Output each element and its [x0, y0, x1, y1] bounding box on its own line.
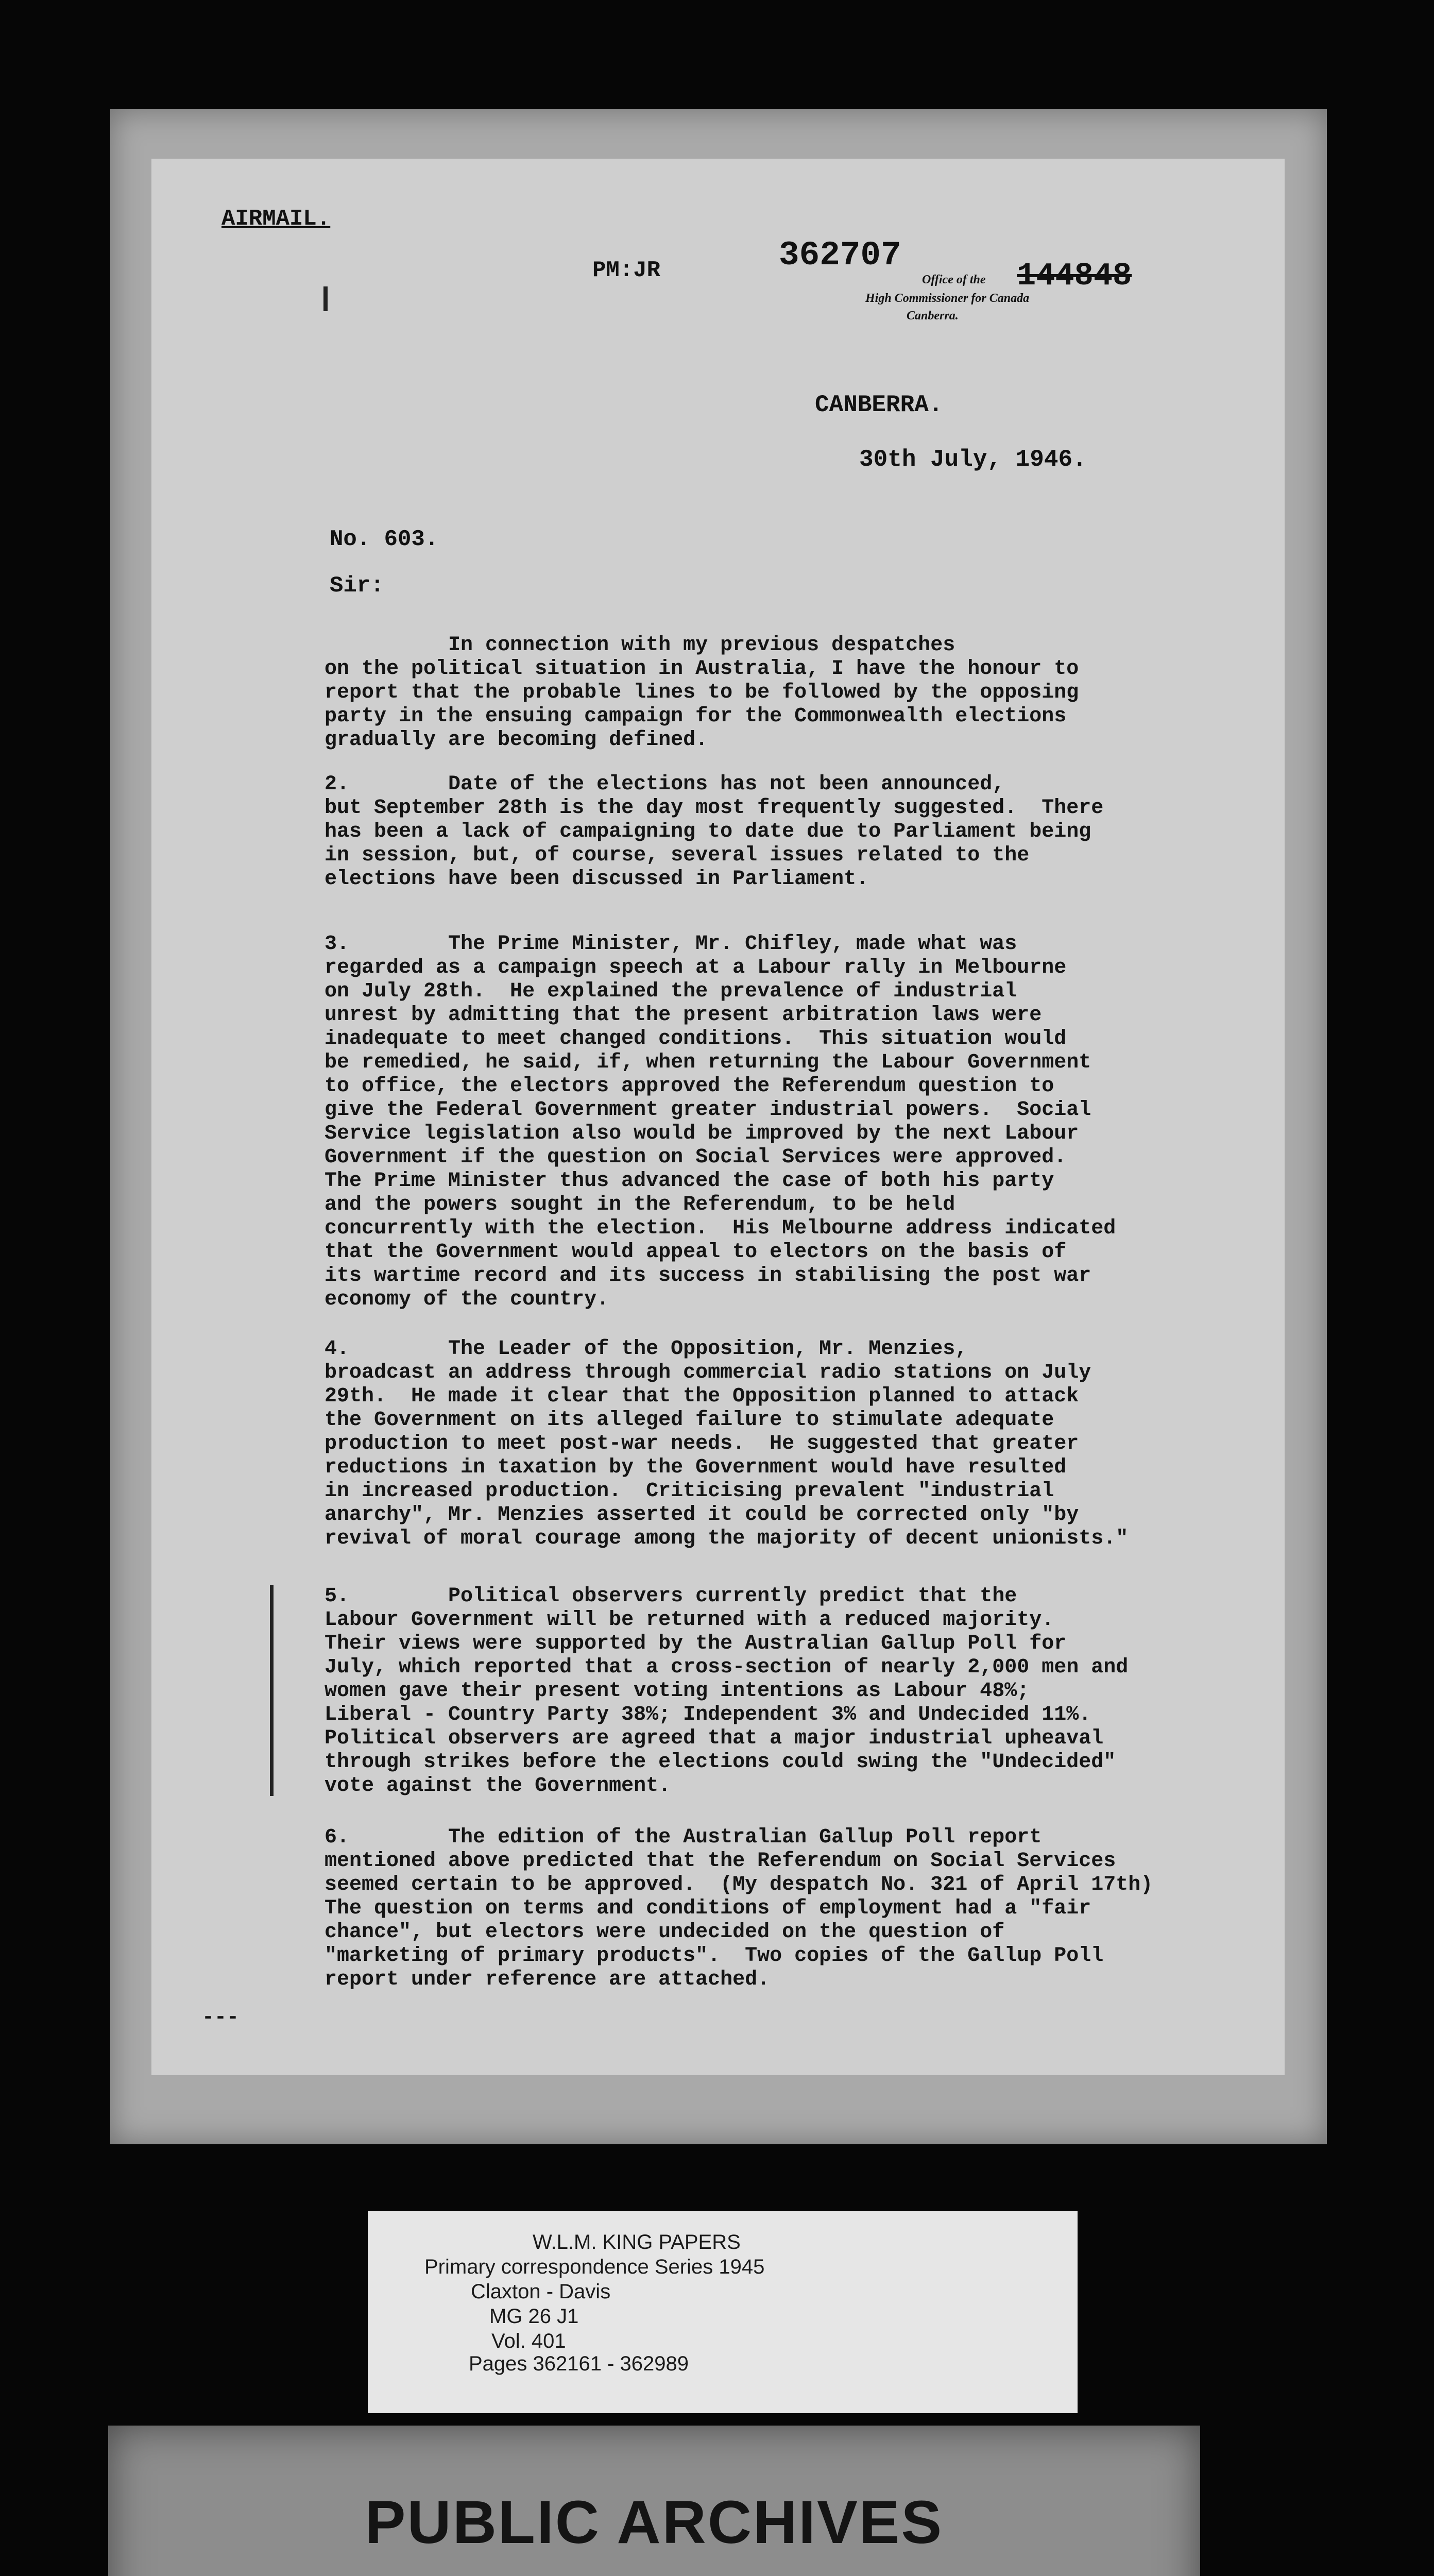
paragraph-line: 2. Date of the elections has not been announced,: [325, 773, 1005, 796]
paragraph-line: July, which reported that a cross-section of nearly 2,000 men and: [325, 1656, 1129, 1679]
archive-card-line-1: PUBLIC ARCHIVES: [365, 2488, 944, 2556]
airmail-heading: AIRMAIL.: [221, 206, 331, 232]
paragraph-line: inadequate to meet changed conditions. This situation would: [325, 1027, 1067, 1050]
archive-card: [108, 2426, 1200, 2576]
paragraph-line: and the powers sought in the Referendum, to be held: [325, 1193, 955, 1216]
paragraph-line: 6. The edition of the Australian Gallup Poll report: [325, 1826, 1042, 1849]
paragraph-line: In connection with my previous despatches: [325, 634, 955, 657]
paragraph-5: [325, 1585, 1128, 1798]
salutation: Sir:: [330, 573, 384, 599]
paragraph-line: "marketing of primary products". Two copies of the Gallup Poll: [325, 1944, 1104, 1968]
margin-tick: [323, 286, 328, 311]
paragraph-line: elections have been discussed in Parliament.: [325, 868, 869, 891]
label-range: Claxton - Davis: [471, 2280, 611, 2303]
label-series: Primary correspondence Series 1945: [424, 2256, 765, 2278]
margin-mark: ---: [202, 2006, 240, 2029]
paragraph-line: Government if the question on Social Services were approved.: [325, 1146, 1067, 1169]
paragraph-line: 5. Political observers currently predict that the: [325, 1585, 1017, 1608]
office-stamp-line-3: Canberra.: [907, 309, 959, 323]
paragraph-line: in increased production. Criticising prevalent "industrial: [325, 1480, 1054, 1503]
paragraph-line: Service legislation also would be improved by the next Labour: [325, 1122, 1079, 1145]
paragraph-line: The question on terms and conditions of employment had a "fair: [325, 1897, 1091, 1920]
paragraph-line: vote against the Government.: [325, 1774, 671, 1798]
paragraph-line: party in the ensuing campaign for the Commonwealth elections: [325, 705, 1067, 728]
paragraph-3: [325, 933, 1116, 1312]
paragraph-line: to office, the electors approved the Referendum question to: [325, 1075, 1054, 1098]
paragraph-1: [325, 634, 1079, 752]
paragraph-line: 4. The Leader of the Opposition, Mr. Menzies,: [325, 1337, 968, 1361]
paragraph-line: regarded as a campaign speech at a Labour rally in Melbourne: [325, 956, 1067, 979]
paragraph-line: Their views were supported by the Australian Gallup Poll for: [325, 1632, 1067, 1655]
office-stamp-line-2: High Commissioner for Canada: [865, 292, 1030, 305]
paragraph-line: Labour Government will be returned with a reduced majority.: [325, 1608, 1054, 1632]
paragraph-line: mentioned above predicted that the Referendum on Social Services: [325, 1850, 1116, 1873]
paragraph-line: report that the probable lines to be followed by the opposing: [325, 681, 1079, 704]
paragraph-line: on July 28th. He explained the prevalence of industrial: [325, 980, 1017, 1003]
reference-initials: PM:JR: [592, 258, 661, 283]
label-volume: Vol. 401: [491, 2330, 566, 2352]
paragraph-line: has been a lack of campaigning to date due to Parliament being: [325, 820, 1091, 843]
paragraph-4: [325, 1337, 1128, 1551]
paragraph-line: gradually are becoming defined.: [325, 728, 708, 752]
paragraph-line: seemed certain to be approved. (My despatch No. 321 of April 17th): [325, 1873, 1153, 1896]
paragraph-line: but September 28th is the day most frequently suggested. There: [325, 796, 1104, 820]
paragraph-line: production to meet post-war needs. He suggested that greater: [325, 1432, 1079, 1455]
paragraph-line: revival of moral courage among the majority of decent unionists.": [325, 1527, 1129, 1550]
paragraph-line: unrest by admitting that the present arbitration laws were: [325, 1004, 1042, 1027]
label-group: MG 26 J1: [489, 2305, 579, 2328]
paragraph-line: Political observers are agreed that a major industrial upheaval: [325, 1727, 1104, 1750]
paragraph-line: its wartime record and its success in stabilising the post war: [325, 1264, 1091, 1287]
paragraph-line: economy of the country.: [325, 1288, 609, 1311]
paragraph-line: 29th. He made it clear that the Opposition planned to attack: [325, 1385, 1079, 1408]
paragraph-line: on the political situation in Australia, I have the honour to: [325, 657, 1079, 681]
paragraph-line: that the Government would appeal to electors on the basis of: [325, 1241, 1067, 1264]
paragraph-line: in session, but, of course, several issues related to the: [325, 844, 1030, 867]
paragraph-line: report under reference are attached.: [325, 1968, 770, 1991]
paragraph-line: chance", but electors were undecided on the question of: [325, 1921, 1005, 1944]
paragraph-line: Liberal - Country Party 38%; Independent 3% and Undecided 11%.: [325, 1703, 1091, 1726]
despatch-number: No. 603.: [330, 527, 439, 552]
paragraph-line: anarchy", Mr. Menzies asserted it could be corrected only "by: [325, 1503, 1079, 1527]
file-number: 362707: [779, 236, 901, 275]
paragraph-line: women gave their present voting intentions as Labour 48%;: [325, 1680, 1030, 1703]
paragraph-line: give the Federal Government greater industrial powers. Social: [325, 1098, 1091, 1122]
paragraph-line: through strikes before the elections could swing the "Undecided": [325, 1751, 1116, 1774]
collection-label: [368, 2211, 1078, 2413]
paragraph-line: broadcast an address through commercial radio stations on July: [325, 1361, 1091, 1384]
date-line: 30th July, 1946.: [859, 446, 1087, 473]
paragraph-line: The Prime Minister thus advanced the case of both his party: [325, 1170, 1054, 1193]
office-stamp-line-1: Office of the: [922, 273, 986, 286]
paragraph-6: [325, 1826, 1153, 1992]
crossed-out-number: 144848: [1017, 258, 1132, 294]
label-pages: Pages 362161 - 362989: [469, 2352, 689, 2375]
paragraph-line: 3. The Prime Minister, Mr. Chifley, made what was: [325, 933, 1017, 956]
place-line: CANBERRA.: [815, 392, 943, 418]
paragraph-line: reductions in taxation by the Government would have resulted: [325, 1456, 1067, 1479]
paragraph-line: the Government on its alleged failure to stimulate adequate: [325, 1409, 1054, 1432]
label-collection-name: W.L.M. KING PAPERS: [533, 2231, 741, 2253]
paragraph-line: be remedied, he said, if, when returning the Labour Government: [325, 1051, 1091, 1074]
paragraph-2: [325, 773, 1103, 891]
margin-bracket: [270, 1585, 274, 1796]
paragraph-line: concurrently with the election. His Melbourne address indicated: [325, 1217, 1116, 1240]
